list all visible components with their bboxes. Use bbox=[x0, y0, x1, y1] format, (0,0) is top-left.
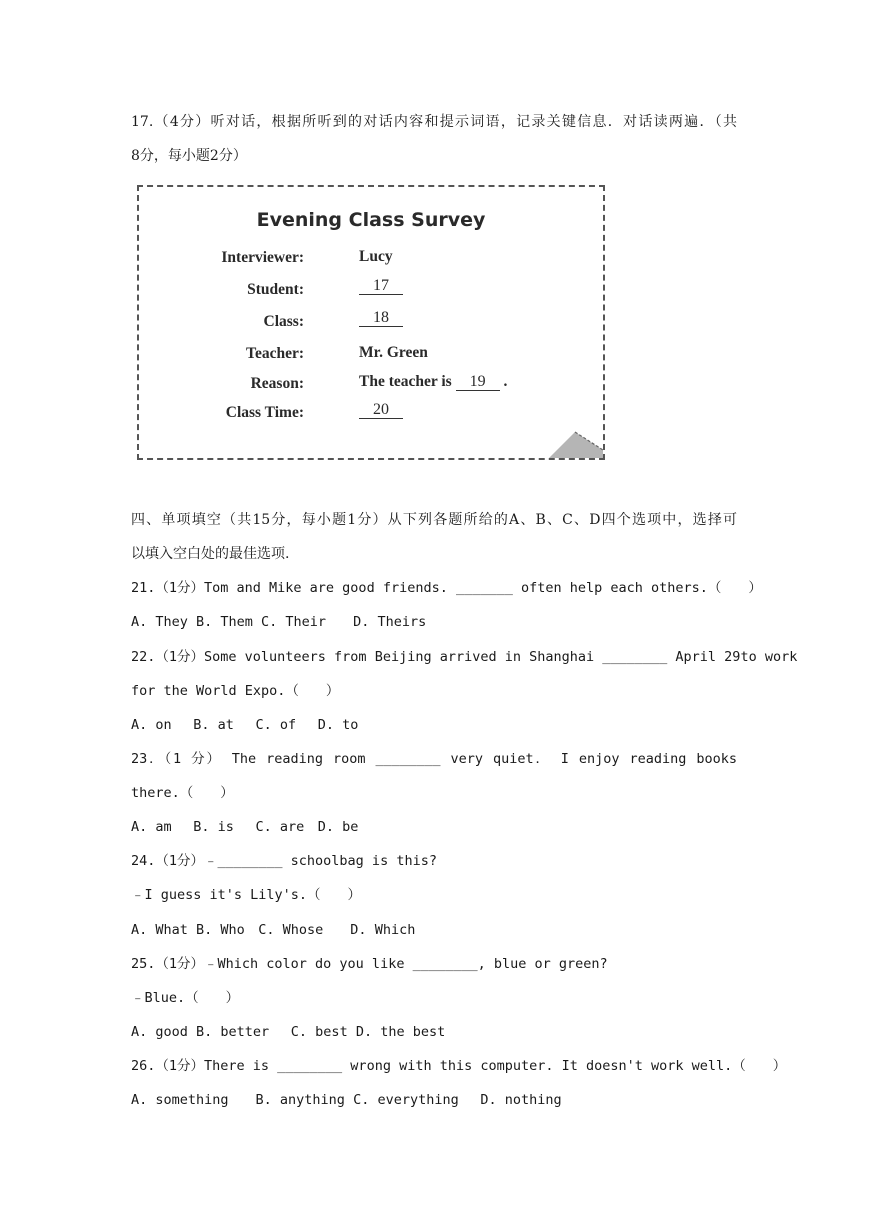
page-curl-icon bbox=[541, 430, 605, 460]
survey-value-interviewer: Lucy bbox=[359, 248, 393, 265]
q24-options: A. What B. Who C. Whose D. Which bbox=[131, 922, 416, 938]
q26-options: A. something B. anything C. everything D. nothing bbox=[131, 1092, 562, 1108]
reason-suffix: . bbox=[503, 373, 508, 390]
section4-instruction-line2: 以填入空白处的最佳选项. bbox=[131, 546, 290, 562]
survey-label-interviewer: Interviewer: bbox=[221, 249, 304, 266]
survey-title: Evening Class Survey bbox=[256, 209, 486, 231]
blank-19: 19 bbox=[456, 374, 500, 391]
q21-options: A. They B. Them C. Their D. Theirs bbox=[131, 614, 427, 630]
q23-stem-line2: there.（ ） bbox=[131, 785, 234, 801]
q25-stem-line1: 25.（1分）﹣Which color do you like ________, blue or green? bbox=[131, 956, 608, 972]
survey-label-class: Class: bbox=[263, 313, 304, 330]
q23-options: A. am B. is C. are D. be bbox=[131, 819, 359, 835]
survey-value-teacher: Mr. Green bbox=[359, 344, 428, 361]
blank-20: 20 bbox=[359, 402, 403, 419]
survey-value-class bbox=[359, 309, 403, 327]
survey-label-reason: Reason: bbox=[250, 375, 304, 392]
q21-stem: 21.（1分）Tom and Mike are good friends. _______ often help each others.（ ） bbox=[131, 580, 762, 596]
q24-stem-line2: ﹣I guess it's Lily's.（ ） bbox=[131, 887, 362, 903]
q22-stem-line1: 22.（1分）Some volunteers from Beijing arrived in Shanghai ________ April 29to work bbox=[131, 649, 798, 665]
survey-value-reason bbox=[359, 373, 507, 391]
survey-label-teacher: Teacher: bbox=[246, 345, 304, 362]
survey-value-student bbox=[359, 277, 403, 295]
q26-stem: 26.（1分）There is ________ wrong with this computer. It doesn't work well.（ ） bbox=[131, 1058, 787, 1074]
q17-instruction-line2: 8分，每小题2分） bbox=[131, 148, 247, 164]
survey-label-class-time: Class Time: bbox=[225, 404, 304, 421]
survey-label-student: Student: bbox=[247, 281, 304, 298]
q22-options: A. on B. at C. of D. to bbox=[131, 717, 359, 733]
q17-instruction-line1: 17.（4分）听对话，根据所听到的对话内容和提示词语，记录关键信息．对话读两遍．（共 bbox=[131, 114, 737, 130]
survey-card bbox=[137, 185, 605, 460]
q24-stem-line1: 24.（1分）﹣________ schoolbag is this? bbox=[131, 853, 437, 869]
q22-stem-line2: for the World Expo.（ ） bbox=[131, 683, 340, 699]
q23-stem-line1: 23．（1 分） The reading room ________ very quiet． I enjoy reading books bbox=[131, 751, 737, 767]
blank-18: 18 bbox=[359, 310, 403, 327]
blank-17: 17 bbox=[359, 278, 403, 295]
q25-stem-line2: ﹣Blue.（ ） bbox=[131, 990, 240, 1006]
survey-value-class-time bbox=[359, 401, 403, 419]
reason-prefix: The teacher is bbox=[359, 373, 452, 390]
q25-options: A. good B. better C. best D. the best bbox=[131, 1024, 446, 1040]
section4-instruction-line1: 四、单项填空（共15分，每小题1分）从下列各题所给的A、B、C、D四个选项中，选择可 bbox=[131, 512, 737, 528]
